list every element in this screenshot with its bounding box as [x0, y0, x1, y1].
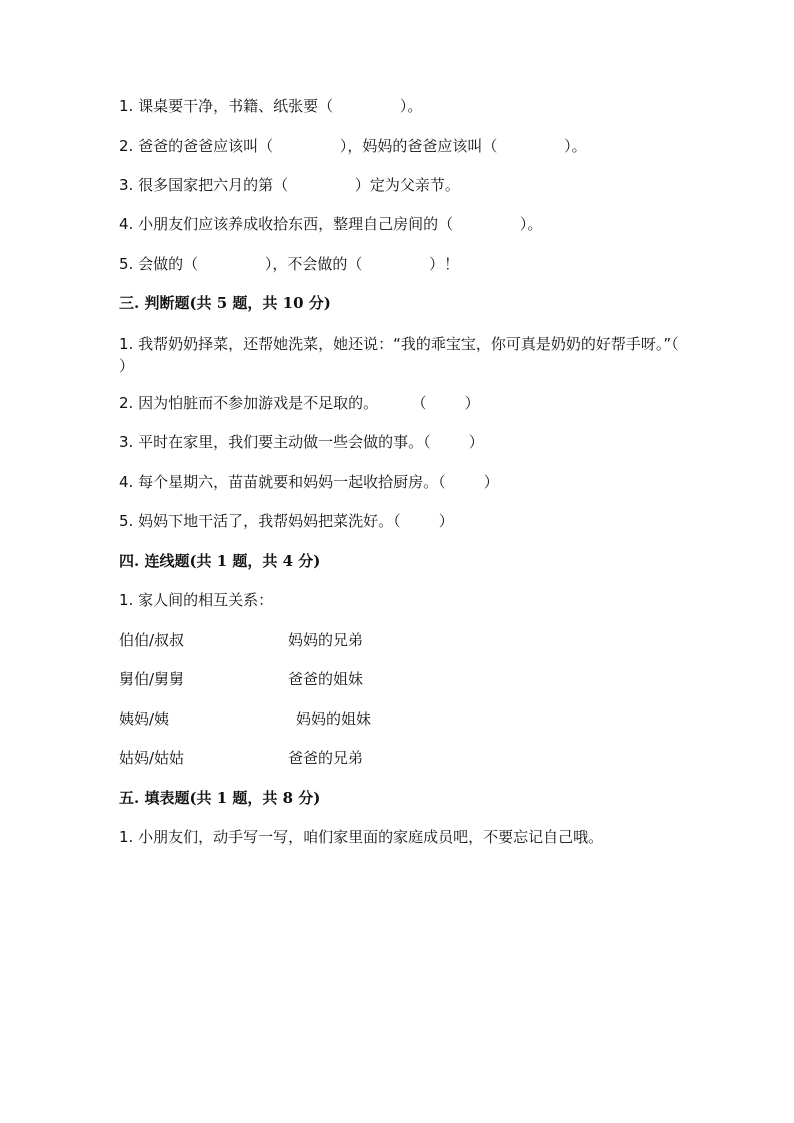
matching-right-1: 妈妈的兄弟 [288, 631, 364, 649]
fill-blank-q2: 2. 爸爸的爸爸应该叫（ ），妈妈的爸爸应该叫（ ）。 [119, 137, 587, 155]
fill-blank-q3: 3. 很多国家把六月的第（ ）定为父亲节。 [119, 176, 460, 194]
matching-question: 1. 家人间的相互关系： [119, 591, 274, 609]
table-question: 1. 小朋友们，动手写一写，咱们家里面的家庭成员吧，不要忘记自己哦。 [119, 828, 604, 846]
matching-left-1: 伯伯/叔叔 [119, 631, 185, 649]
matching-right-3: 妈妈的姐妹 [296, 710, 372, 728]
section-3-title: 三. 判断题(共 5 题，共 10 分) [119, 294, 331, 312]
matching-left-4: 姑妈/姑姑 [119, 749, 185, 767]
section-5-title: 五. 填表题(共 1 题，共 8 分) [119, 789, 321, 807]
section-4-title: 四. 连线题(共 1 题，共 4 分) [119, 552, 321, 570]
fill-blank-q5: 5. 会做的（ ），不会做的（ ）！ [119, 255, 460, 273]
fill-blank-q4: 4. 小朋友们应该养成收拾东西，整理自己房间的（ ）。 [119, 215, 543, 233]
judge-q1: 1. 我帮奶奶择菜，还帮她洗菜，她还说：“我的乖宝宝，你可真是奶奶的好帮手呀。”（ ） [119, 335, 679, 375]
fill-blank-q1: 1. 课桌要干净，书籍、纸张要（ ）。 [119, 97, 423, 115]
judge-q3: 3. 平时在家里，我们要主动做一些会做的事。（ ） [119, 433, 484, 451]
matching-right-2: 爸爸的姐妹 [288, 670, 364, 688]
matching-left-2: 舅伯/舅舅 [119, 670, 185, 688]
judge-q2: 2. 因为怕脏而不参加游戏是不足取的。 （ ） [119, 394, 480, 412]
matching-left-3: 姨妈/姨 [119, 710, 170, 728]
judge-q5: 5. 妈妈下地干活了，我帮妈妈把菜洗好。（ ） [119, 512, 454, 530]
matching-right-4: 爸爸的兄弟 [288, 749, 364, 767]
judge-q4: 4. 每个星期六，苗苗就要和妈妈一起收拾厨房。（ ） [119, 473, 499, 491]
